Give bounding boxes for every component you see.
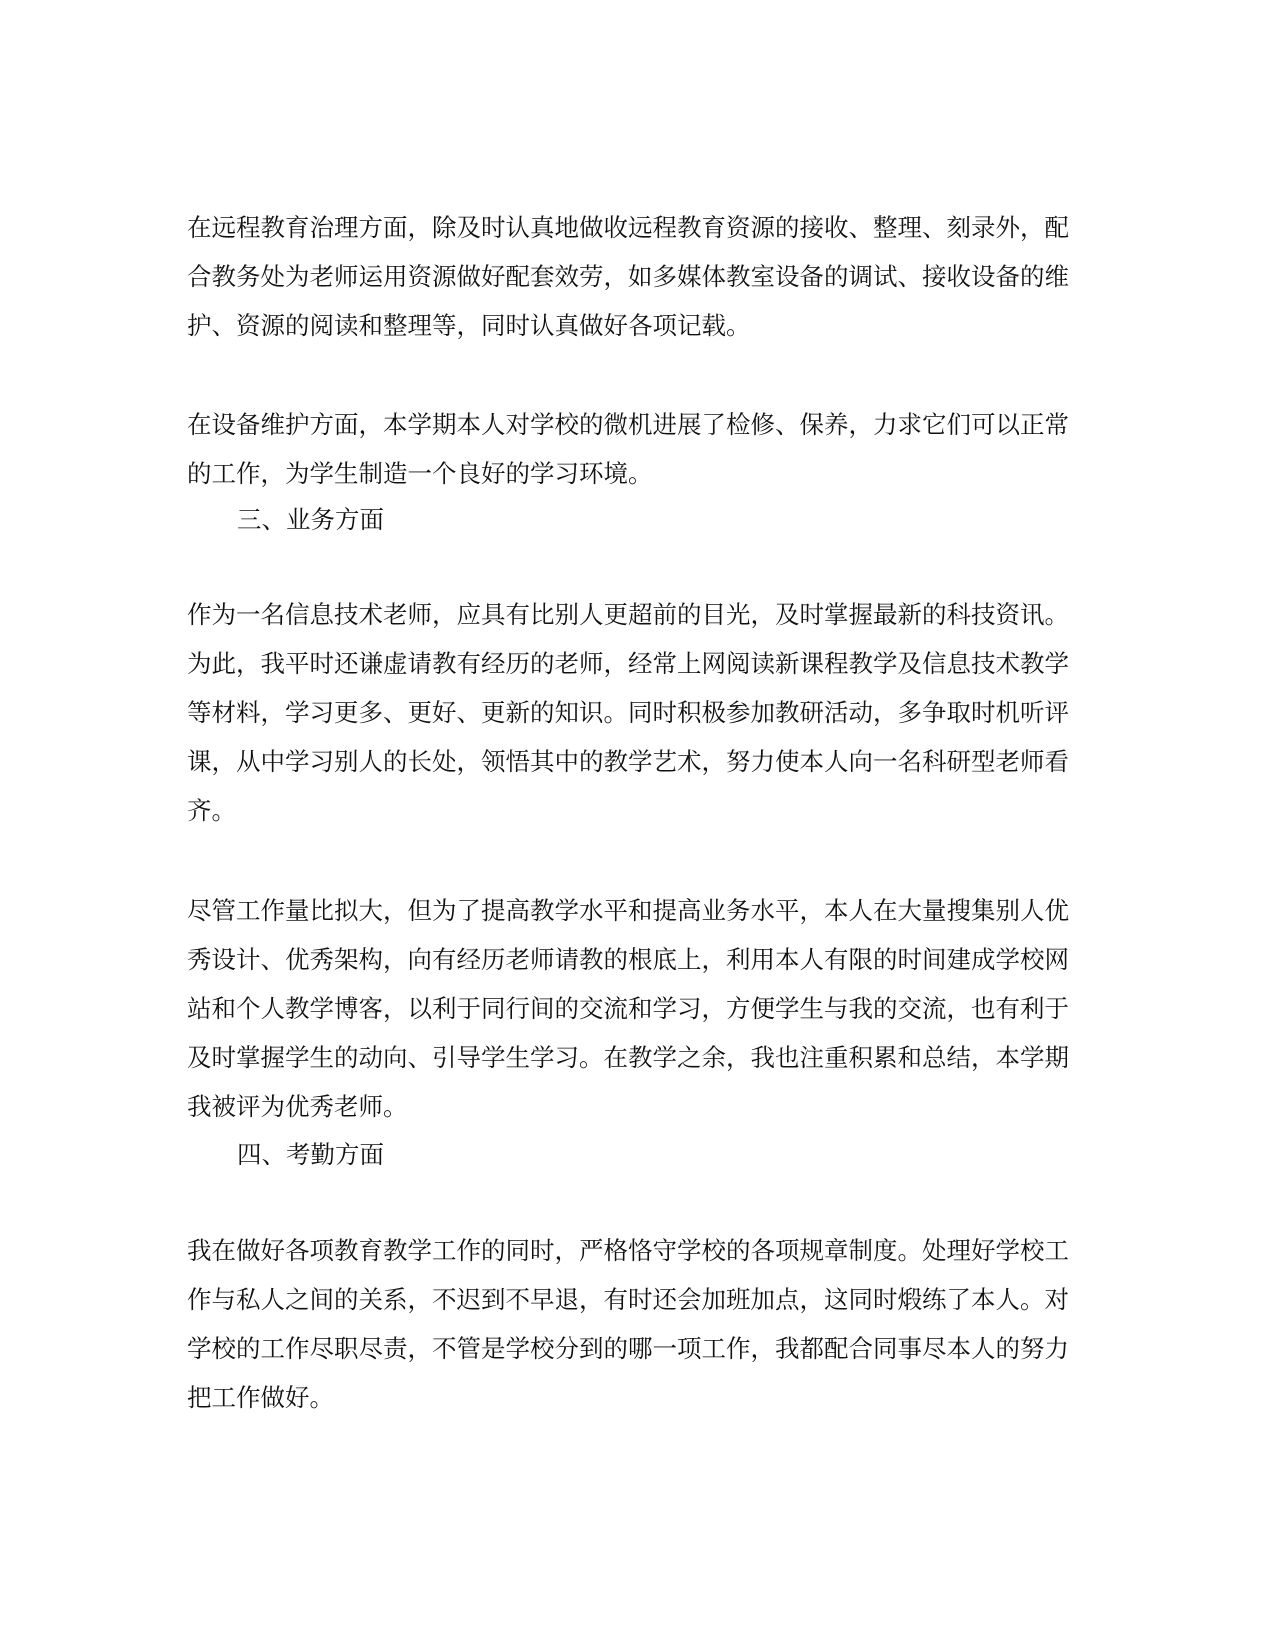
paragraph-line: 等材料，学习更多、更好、更新的知识。同时积极参加教研活动，多争取时机听评 [187,698,1069,727]
paragraph-line: 学校的工作尽职尽责，不管是学校分到的哪一项工作，我都配合同事尽本人的努力 [187,1334,1069,1363]
paragraph-attendance [187,1226,1087,1422]
paragraph-equipment-maintenance [187,400,1087,498]
paragraph-line: 作为一名信息技术老师，应具有比别人更超前的目光，及时掌握最新的科技资讯。 [187,600,1069,629]
paragraph-line: 秀设计、优秀架构，向有经历老师请教的根底上，利用本人有限的时间建成学校网 [187,945,1069,974]
section-heading-business [187,495,1137,544]
paragraph-line: 齐。 [187,796,236,825]
paragraph-line: 作与私人之间的关系，不迟到不早退，有时还会加班加点，这同时煅练了本人。对 [187,1285,1069,1314]
paragraph-line: 合教务处为老师运用资源做好配套效劳，如多媒体教室设备的调试、接收设备的维 [187,262,1069,291]
paragraph-remote-education [187,203,1087,350]
paragraph-line: 及时掌握学生的动向、引导学生学习。在教学之余，我也注重积累和总结，本学期 [187,1043,1069,1072]
heading-text: 三、业务方面 [237,505,384,534]
paragraph-line: 尽管工作量比拟大，但为了提高教学水平和提高业务水平，本人在大量搜集别人优 [187,896,1069,925]
paragraph-line: 我在做好各项教育教学工作的同时，严格恪守学校的各项规章制度。处理好学校工 [187,1236,1069,1265]
paragraph-line: 的工作，为学生制造一个良好的学习环境。 [187,459,653,488]
section-heading-attendance [187,1130,1137,1179]
paragraph-workload [187,886,1087,1131]
paragraph-line: 课，从中学习别人的长处，领悟其中的教学艺术，努力使本人向一名科研型老师看 [187,747,1069,776]
heading-text: 四、考勤方面 [237,1140,384,1169]
paragraph-line: 在远程教育治理方面，除及时认真地做收远程教育资源的接收、整理、刻录外，配 [187,213,1069,242]
paragraph-line: 为此，我平时还谦虚请教有经历的老师，经常上网阅读新课程教学及信息技术教学 [187,649,1069,678]
paragraph-line: 我被评为优秀老师。 [187,1092,408,1121]
paragraph-line: 把工作做好。 [187,1383,334,1412]
paragraph-line: 在设备维护方面，本学期本人对学校的微机进展了检修、保养，力求它们可以正常 [187,410,1069,439]
paragraph-line: 站和个人教学博客，以利于同行间的交流和学习，方便学生与我的交流，也有利于 [187,994,1069,1023]
paragraph-line: 护、资源的阅读和整理等，同时认真做好各项记载。 [187,311,751,340]
paragraph-it-teacher [187,590,1087,835]
